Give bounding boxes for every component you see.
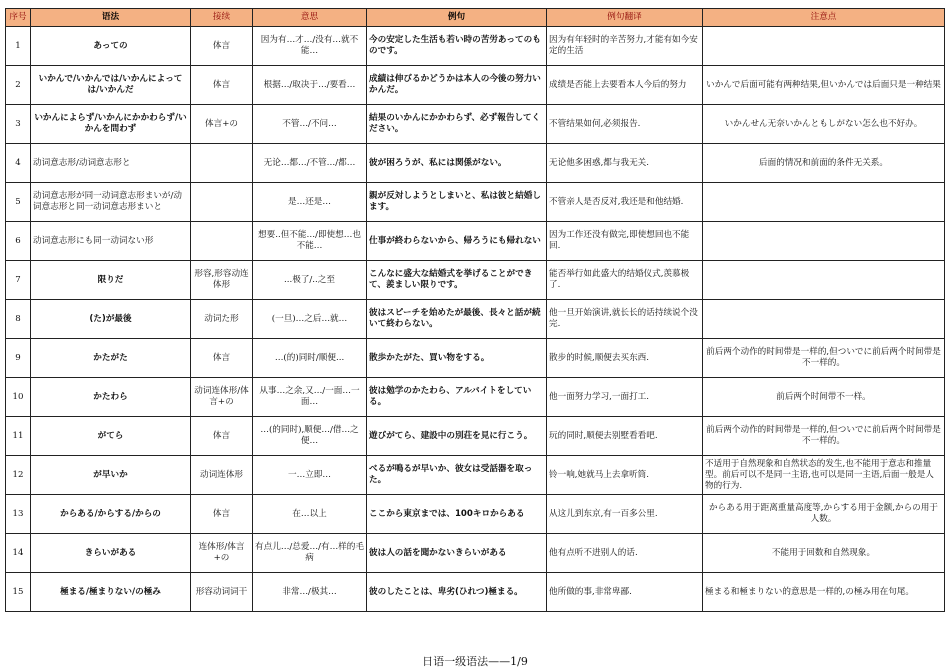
grammar-cell: 極まる/極まりない/の極み: [31, 573, 191, 612]
table-row: [6, 339, 945, 378]
meaning-cell: (一旦)…之后…就…: [253, 300, 367, 339]
table-row: [6, 456, 945, 495]
grammar-cell: あっての: [31, 27, 191, 66]
row-number: 5: [6, 183, 31, 222]
meaning-cell: ...极了/..之至: [253, 261, 367, 300]
row-number: 13: [6, 495, 31, 534]
grammar-cell: かたわら: [31, 378, 191, 417]
table-row: [6, 222, 945, 261]
table-row: [6, 495, 945, 534]
example-cell: 彼のしたことは、卑劣(ひれつ)極まる。: [367, 573, 547, 612]
note-cell: からある用于距离重量高度等,からする用于金额,からの用于人数。: [703, 495, 945, 534]
example-cell: こんなに盛大な結婚式を挙げることができて、羨ましい限りです。: [367, 261, 547, 300]
grammar-cell: 限りだ: [31, 261, 191, 300]
row-number: 4: [6, 144, 31, 183]
connection-cell: 形容,形容动连体形: [191, 261, 253, 300]
meaning-cell: 非常…/极其…: [253, 573, 367, 612]
example-cell: 散歩かたがた、買い物をする。: [367, 339, 547, 378]
header-note: 注意点: [703, 9, 945, 27]
note-cell: いかんせん无奈いかんともしがない怎么也不好办。: [703, 105, 945, 144]
translation-cell: 铃一响,她就马上去拿听筒.: [547, 456, 703, 495]
example-cell: 結果のいかんにかかわらず、必ず報告してください。: [367, 105, 547, 144]
grammar-cell: がてら: [31, 417, 191, 456]
example-cell: 遊びがてら、建設中の別荘を見に行こう。: [367, 417, 547, 456]
translation-cell: 不管亲人是否反对,我还是和他结婚.: [547, 183, 703, 222]
example-cell: べるが鳴るが早いか、彼女は受話器を取った。: [367, 456, 547, 495]
note-cell: 不能用于回数和自然现象。: [703, 534, 945, 573]
header-grammar: 语法: [31, 9, 191, 27]
connection-cell: 连体形/体言+の: [191, 534, 253, 573]
note-cell: 前后两个时间带不一样。: [703, 378, 945, 417]
note-cell: いかんで后面可能有两种结果,但いかんでは后面只是一种结果: [703, 66, 945, 105]
table-row: [6, 573, 945, 612]
table-row: [6, 261, 945, 300]
grammar-cell: いかんによらず/いかんにかかわらず/いかんを問わず: [31, 105, 191, 144]
example-cell: 親が反対しようとしまいと、私は彼と結婚します。: [367, 183, 547, 222]
connection-cell: 动词た形: [191, 300, 253, 339]
table-row: [6, 27, 945, 66]
note-cell: 極まる和極まりない的意思是一样的,の極み用在句尾。: [703, 573, 945, 612]
table-row: [6, 105, 945, 144]
row-number: 1: [6, 27, 31, 66]
example-cell: 彼はスピーチを始めたが最後、長々と話が続いて終わらない。: [367, 300, 547, 339]
grammar-cell: (た)が最後: [31, 300, 191, 339]
row-number: 8: [6, 300, 31, 339]
row-number: 15: [6, 573, 31, 612]
header-row: [6, 9, 945, 27]
example-cell: 今の安定した生活も若い時の苦労あってのものです。: [367, 27, 547, 66]
row-number: 6: [6, 222, 31, 261]
table-row: [6, 300, 945, 339]
header-connection: 接续: [191, 9, 253, 27]
meaning-cell: 因为有…才…/没有…就不能…: [253, 27, 367, 66]
meaning-cell: …(的)同时/顺便...: [253, 339, 367, 378]
meaning-cell: 是…还是…: [253, 183, 367, 222]
translation-cell: 散步的时候,顺便去买东西.: [547, 339, 703, 378]
connection-cell: 体言+の: [191, 105, 253, 144]
row-number: 12: [6, 456, 31, 495]
table-row: [6, 66, 945, 105]
translation-cell: 无论他多困惑,都与我无关.: [547, 144, 703, 183]
row-number: 2: [6, 66, 31, 105]
connection-cell: 动词连体形: [191, 456, 253, 495]
example-cell: ここから東京までは、100キロからある: [367, 495, 547, 534]
meaning-cell: 无论…都…/不管…/都…: [253, 144, 367, 183]
note-cell: 不适用于自然现象和自然状态的发生,也不能用于意志和推量型。前后可以不是同一主语,也可以是同一主语,后面一般是人物的行为.: [703, 456, 945, 495]
connection-cell: 体言: [191, 339, 253, 378]
meaning-cell: …(的同时),顺便…/借…之便…: [253, 417, 367, 456]
grammar-cell: からある/からする/からの: [31, 495, 191, 534]
example-cell: 仕事が終わらないから、帰ろうにも帰れない: [367, 222, 547, 261]
grammar-cell: かたがた: [31, 339, 191, 378]
connection-cell: 形容动词词干: [191, 573, 253, 612]
note-cell: 后面的情况和前面的条件无关系。: [703, 144, 945, 183]
translation-cell: 因为工作还没有做完,即使想回也不能回.: [547, 222, 703, 261]
header-num: 序号: [6, 9, 31, 27]
header-translation: 例句翻译: [547, 9, 703, 27]
meaning-cell: 根据…/取决于…/要看…: [253, 66, 367, 105]
meaning-cell: 有点儿…/总爱…/有…样的毛病: [253, 534, 367, 573]
example-cell: 彼は勉学のかたわら、アルバイトをしている。: [367, 378, 547, 417]
connection-cell: 体言: [191, 27, 253, 66]
row-number: 9: [6, 339, 31, 378]
table-row: [6, 534, 945, 573]
meaning-cell: 一…立即…: [253, 456, 367, 495]
grammar-cell: いかんで/いかんでは/いかんによっては/いかんだ: [31, 66, 191, 105]
table-body: [6, 27, 945, 612]
header-example: 例句: [367, 9, 547, 27]
table-row: [6, 417, 945, 456]
note-cell: [703, 183, 945, 222]
row-number: 7: [6, 261, 31, 300]
header-meaning: 意思: [253, 9, 367, 27]
grammar-cell: 动词意志形が同一动词意志形まいが/动词意志形と同一动词意志形まいと: [31, 183, 191, 222]
translation-cell: 能否举行如此盛大的结婚仪式,羡慕极了.: [547, 261, 703, 300]
translation-cell: 不管结果如何,必须报告.: [547, 105, 703, 144]
meaning-cell: 从事…之余,又…/一面…一面…: [253, 378, 367, 417]
grammar-cell: 动词意志形/动词意志形と: [31, 144, 191, 183]
note-cell: [703, 27, 945, 66]
connection-cell: 体言: [191, 66, 253, 105]
connection-cell: 动词连体形/体言+の: [191, 378, 253, 417]
note-cell: 前后两个动作的时间带是一样的,但ついでに前后两个时间带是不一样的。: [703, 417, 945, 456]
example-cell: 彼が困ろうが、私には関係がない。: [367, 144, 547, 183]
translation-cell: 他一旦开始演讲,就长长的话持续说个没完.: [547, 300, 703, 339]
connection-cell: [191, 222, 253, 261]
table-row: [6, 378, 945, 417]
connection-cell: 体言: [191, 495, 253, 534]
translation-cell: 他一面努力学习,一面打工.: [547, 378, 703, 417]
grammar-cell: 动词意志形にも同一动词ない形: [31, 222, 191, 261]
meaning-cell: 不管…/不问…: [253, 105, 367, 144]
note-cell: 前后两个动作的时间带是一样的,但ついでに前后两个时间带是不一样的。: [703, 339, 945, 378]
connection-cell: [191, 183, 253, 222]
note-cell: [703, 222, 945, 261]
grammar-table: [5, 8, 945, 612]
page-footer: 日语一级语法——1/9: [422, 655, 528, 668]
translation-cell: 他所做的事,非常卑鄙.: [547, 573, 703, 612]
row-number: 10: [6, 378, 31, 417]
grammar-cell: が早いか: [31, 456, 191, 495]
table-row: [6, 144, 945, 183]
example-cell: 成績は伸びるかどうかは本人の今後の努力いかんだ。: [367, 66, 547, 105]
row-number: 14: [6, 534, 31, 573]
example-cell: 彼は人の話を聞かないきらいがある: [367, 534, 547, 573]
meaning-cell: 在…以上: [253, 495, 367, 534]
row-number: 11: [6, 417, 31, 456]
translation-cell: 成绩是否能上去要看本人今后的努力: [547, 66, 703, 105]
translation-cell: 玩的同时,顺便去别墅看看吧.: [547, 417, 703, 456]
translation-cell: 从这儿到东京,有一百多公里.: [547, 495, 703, 534]
grammar-cell: きらいがある: [31, 534, 191, 573]
meaning-cell: 想要..但不能…/即使想…也不能…: [253, 222, 367, 261]
table-row: [6, 183, 945, 222]
translation-cell: 他有点听不进别人的话.: [547, 534, 703, 573]
connection-cell: [191, 144, 253, 183]
translation-cell: 因为有年轻时的辛苦努力,才能有如今安定的生活: [547, 27, 703, 66]
connection-cell: 体言: [191, 417, 253, 456]
note-cell: [703, 300, 945, 339]
note-cell: [703, 261, 945, 300]
row-number: 3: [6, 105, 31, 144]
